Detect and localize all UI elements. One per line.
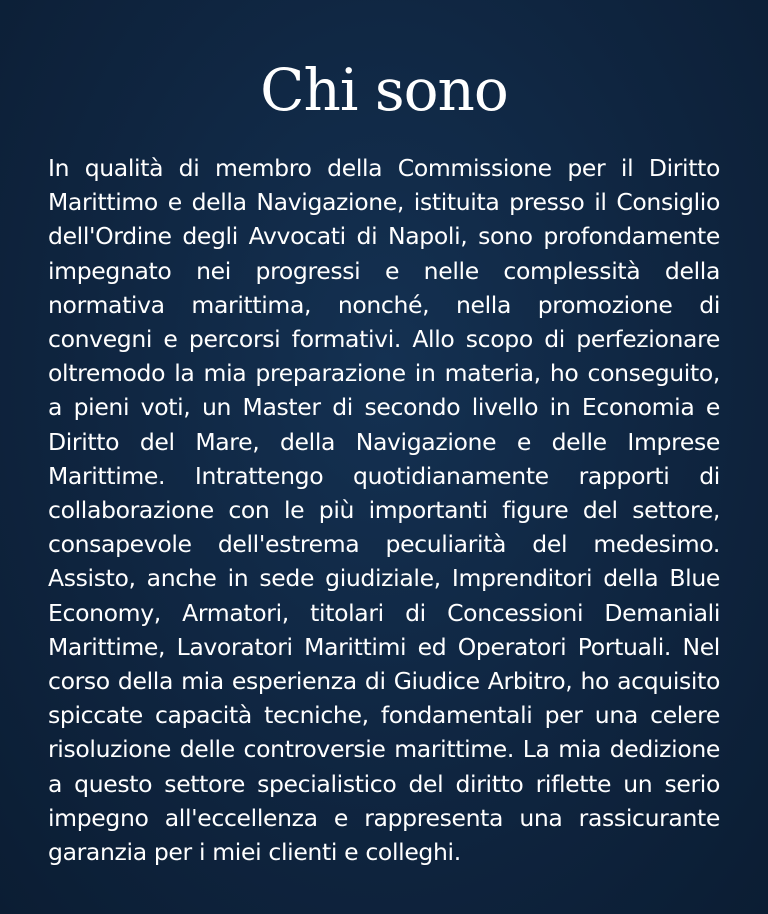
page-title: Chi sono (260, 56, 508, 124)
bio-paragraph: In qualità di membro della Commissione per il Diritto Marittimo e della Navigazione, istituita presso il Consiglio dell'Ordine degli Avvocati di Napoli, sono profondamente impegnato nei progressi e nelle complessità della normativa marittima, nonché, nella promozione di convegni e percorsi formativi. Allo scopo di perfezionare oltremodo la mia preparazione in materia, ho conseguito, a pieni voti, un Master di secondo livello in Economia e Diritto del Mare, della Navigazione e delle Imprese Marittime. Intrattengo quotidianamente rapporti di collaborazione con le più importanti figure del settore, consapevole dell'estrema peculiarità del medesimo. Assisto, anche in sede giudiziale, Imprenditori della Blue Economy, Armatori, titolari di Concessioni Demaniali Marittime, Lavoratori Marittimi ed Operatori Portuali. Nel corso della mia esperienza di Giudice Arbitro, ho acquisito spiccate capacità tecniche, fondamentali per una celere risoluzione delle controversie marittime. La mia dedizione a questo settore specialistico del diritto riflette un serio impegno all'eccellenza e rappresenta una rassicurante garanzia per i miei clienti e colleghi. (48, 154, 720, 867)
